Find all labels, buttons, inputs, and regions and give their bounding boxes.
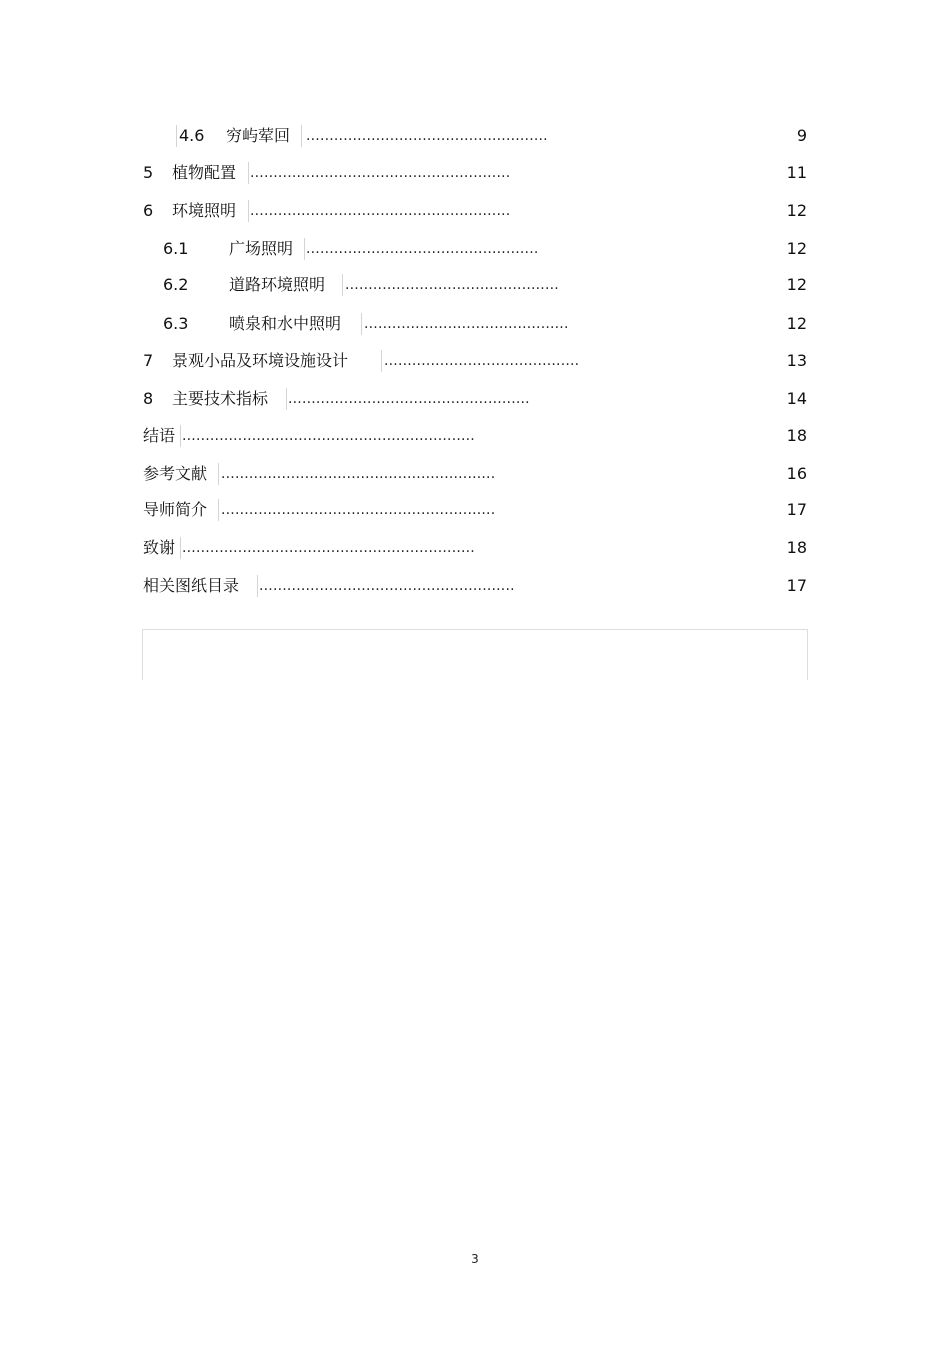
toc-page-number: 18 — [786, 426, 807, 445]
toc-title: 广场照明 — [229, 239, 294, 258]
toc-title: 导师简介 — [143, 500, 208, 519]
toc-title: 致谢 — [143, 538, 176, 557]
toc-page-number: 9 — [796, 126, 807, 145]
title-separator — [257, 575, 258, 597]
footer-page-number: 3 — [471, 1252, 479, 1266]
toc-number: 5 — [143, 163, 154, 182]
toc-title: 穷屿荤回 — [226, 126, 291, 145]
toc-title: 结语 — [143, 426, 176, 445]
title-separator — [180, 425, 181, 447]
toc-leader-dots: .......................................... — [384, 353, 580, 369]
toc-number: 6.2 — [163, 275, 189, 294]
toc-entry-acknowledgements[interactable] — [0, 536, 950, 560]
toc-entry-7[interactable] — [0, 349, 950, 373]
toc-entry-6[interactable] — [0, 199, 950, 223]
toc-entry-conclusion[interactable] — [0, 424, 950, 448]
left-separator — [176, 125, 177, 147]
title-separator — [248, 200, 249, 222]
toc-page-number: 12 — [786, 239, 807, 258]
toc-entry-drawings-list[interactable] — [0, 574, 950, 598]
toc-entry-6-1[interactable] — [0, 237, 950, 261]
toc-number: 6 — [143, 201, 154, 220]
toc-title: 主要技术指标 — [172, 389, 269, 408]
toc-title: 景观小品及环境设施设计 — [172, 351, 349, 370]
toc-number: 8 — [143, 389, 154, 408]
title-separator — [381, 350, 382, 372]
title-separator — [304, 238, 305, 260]
toc-leader-dots: .................................................. — [306, 241, 539, 257]
toc-page-number: 16 — [786, 464, 807, 483]
title-separator — [286, 388, 287, 410]
toc-number: 6.3 — [163, 314, 189, 333]
empty-frame-box — [142, 629, 808, 680]
toc-page-number: 18 — [786, 538, 807, 557]
toc-number: 6.1 — [163, 239, 189, 258]
toc-entry-4-6[interactable] — [0, 124, 950, 148]
title-separator — [301, 125, 302, 147]
toc-number: 4.6 — [179, 126, 205, 145]
toc-leader-dots: ............................................................... — [182, 540, 475, 556]
toc-entry-references[interactable] — [0, 462, 950, 486]
toc-entry-6-3[interactable] — [0, 312, 950, 336]
toc-entry-advisor-profile[interactable] — [0, 498, 950, 522]
toc-leader-dots: ........................................................ — [250, 165, 511, 181]
toc-page-number: 12 — [786, 314, 807, 333]
toc-page-number: 17 — [786, 576, 807, 595]
toc-title: 参考文献 — [143, 464, 208, 483]
toc-leader-dots: ........................................................ — [250, 203, 511, 219]
toc-title: 喷泉和水中照明 — [229, 314, 342, 333]
toc-title: 相关图纸目录 — [143, 576, 240, 595]
title-separator — [218, 499, 219, 521]
toc-page-number: 14 — [786, 389, 807, 408]
toc-page-number: 12 — [786, 275, 807, 294]
toc-leader-dots: ....................................................... — [259, 578, 515, 594]
toc-entry-8[interactable] — [0, 387, 950, 411]
toc-page-number: 12 — [786, 201, 807, 220]
toc-leader-dots: ........................................................... — [221, 502, 496, 518]
toc-entry-6-2[interactable] — [0, 273, 950, 297]
toc-page-number: 13 — [786, 351, 807, 370]
toc-leader-dots: ............................................................... — [182, 428, 475, 444]
toc-leader-dots: ........................................................... — [221, 466, 496, 482]
title-separator — [218, 463, 219, 485]
toc-leader-dots: .............................................. — [345, 277, 559, 293]
toc-leader-dots: ............................................ — [364, 316, 569, 332]
toc-leader-dots: .................................................... — [306, 128, 548, 144]
title-separator — [361, 313, 362, 335]
toc-leader-dots: .................................................... — [288, 391, 530, 407]
toc-title: 道路环境照明 — [229, 275, 326, 294]
title-separator — [248, 162, 249, 184]
toc-entry-5[interactable] — [0, 161, 950, 185]
toc-title: 植物配置 — [172, 163, 237, 182]
toc-page-number: 17 — [786, 500, 807, 519]
toc-page-number: 11 — [786, 163, 807, 182]
title-separator — [342, 274, 343, 296]
toc-title: 环境照明 — [172, 201, 237, 220]
toc-number: 7 — [143, 351, 154, 370]
title-separator — [180, 537, 181, 559]
